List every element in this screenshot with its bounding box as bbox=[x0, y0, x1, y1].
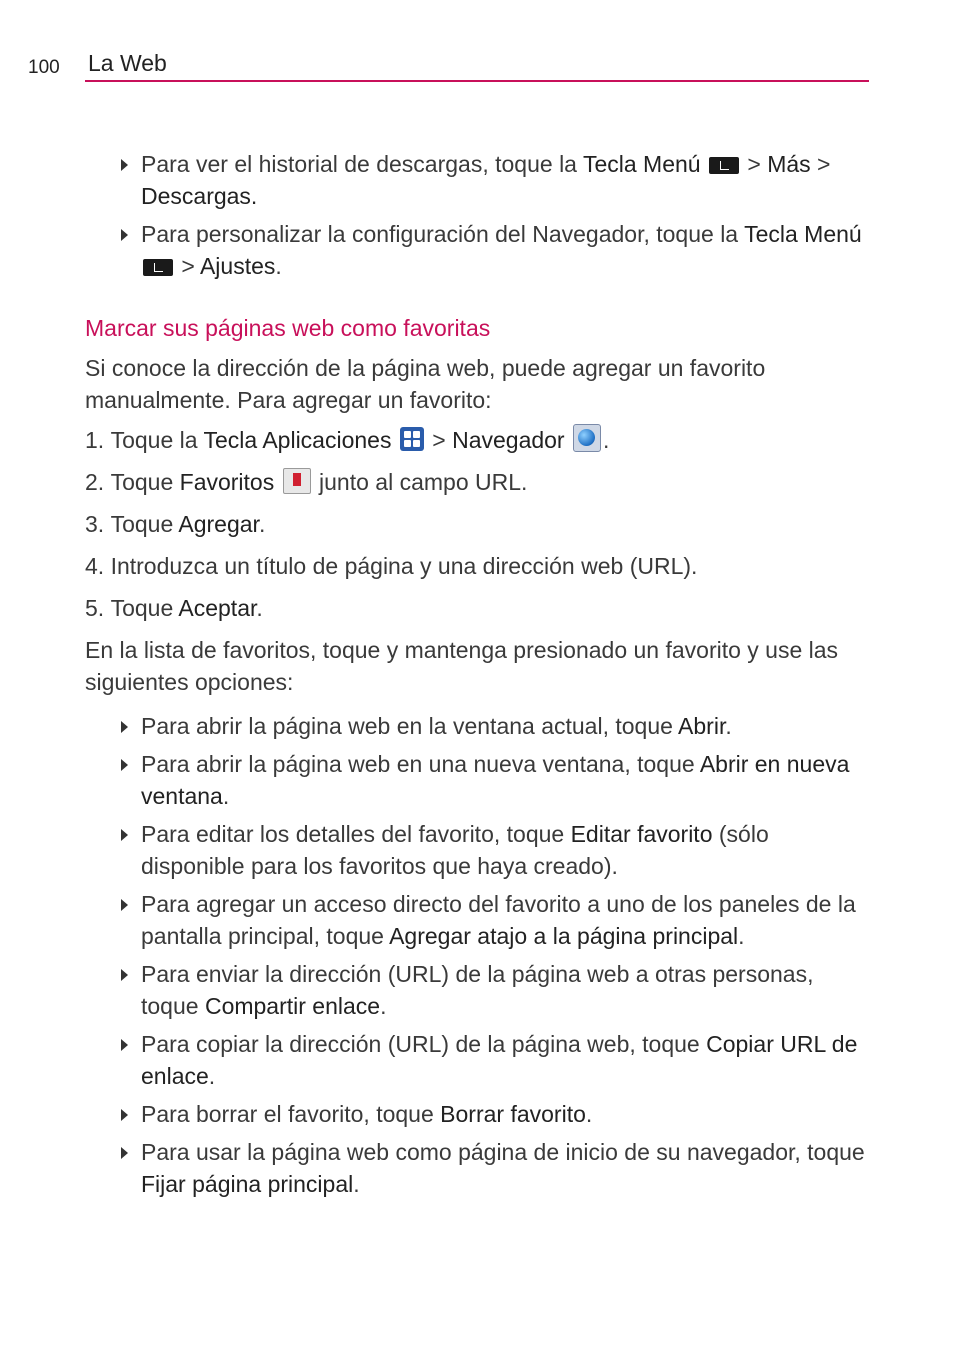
option-item: Para copiar la dirección (URL) de la página web, toque Copiar URL de enlace. bbox=[85, 1028, 869, 1092]
step-item: 2. Toque Favoritos junto al campo URL. bbox=[85, 469, 528, 495]
section-title: La Web bbox=[88, 50, 167, 76]
option-item: Para abrir la página web en la ventana actual, toque Abrir. bbox=[85, 710, 869, 742]
bullet-arrow-icon bbox=[121, 1147, 128, 1159]
bullet-arrow-icon bbox=[121, 1109, 128, 1121]
subheading: Marcar sus páginas web como favoritas bbox=[85, 315, 491, 341]
bullet-arrow-icon bbox=[121, 829, 128, 841]
bullet-arrow-icon bbox=[121, 229, 128, 241]
bookmark-icon bbox=[283, 468, 311, 494]
intro-paragraph: Si conoce la dirección de la página web, puede agregar un favorito manualmente. Para agregar un favorito: bbox=[85, 355, 766, 413]
option-item: Para borrar el favorito, toque Borrar favorito. bbox=[85, 1098, 869, 1130]
browser-globe-icon bbox=[573, 424, 601, 452]
options-intro: En la lista de favoritos, toque y mantenga presionado un favorito y use las siguientes opciones: bbox=[85, 637, 839, 695]
bullet-item: Para personalizar la configuración del Navegador, toque la Tecla Menú > Ajustes. bbox=[85, 218, 869, 282]
page-number: 100 bbox=[28, 57, 60, 78]
apps-icon bbox=[400, 427, 424, 451]
step-item: 4. Introduzca un título de página y una dirección web (URL). bbox=[85, 553, 698, 579]
step-item: 1. Toque la Tecla Aplicaciones > Navegador . bbox=[85, 424, 869, 456]
step-item: 5. Toque Aceptar. bbox=[85, 595, 263, 621]
bullet-arrow-icon bbox=[121, 1039, 128, 1051]
option-item: Para editar los detalles del favorito, toque Editar favorito (sólo disponible para los favoritos que haya creado). bbox=[85, 818, 869, 882]
menu-key-icon bbox=[143, 259, 173, 276]
option-item: Para enviar la dirección (URL) de la página web a otras personas, toque Compartir enlace. bbox=[85, 958, 869, 1022]
option-item: Para abrir la página web en una nueva ventana, toque Abrir en nueva ventana. bbox=[85, 748, 869, 812]
bullet-item: Para ver el historial de descargas, toque la Tecla Menú > Más > Descargas. bbox=[85, 148, 869, 212]
bullet-arrow-icon bbox=[121, 159, 128, 171]
bullet-arrow-icon bbox=[121, 899, 128, 911]
step-item: 3. Toque Agregar. bbox=[85, 511, 266, 537]
bullet-arrow-icon bbox=[121, 721, 128, 733]
menu-key-icon bbox=[709, 157, 739, 174]
bullet-arrow-icon bbox=[121, 759, 128, 771]
option-item: Para usar la página web como página de inicio de su navegador, toque Fijar página principal. bbox=[85, 1136, 869, 1200]
option-item: Para agregar un acceso directo del favorito a uno de los paneles de la pantalla principal, toque Agregar atajo a la página principal. bbox=[85, 888, 869, 952]
page-content bbox=[85, 148, 869, 1206]
bullet-arrow-icon bbox=[121, 969, 128, 981]
header-rule bbox=[85, 80, 869, 82]
